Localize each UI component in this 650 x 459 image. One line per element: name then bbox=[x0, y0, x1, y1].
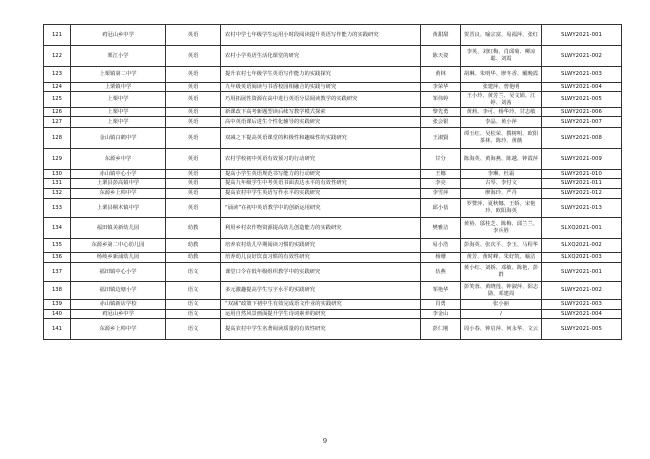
subject: 英语 bbox=[166, 149, 221, 170]
row-number: 122 bbox=[44, 46, 71, 67]
subject: 英语 bbox=[166, 199, 221, 218]
table-row bbox=[44, 117, 622, 128]
project-leader: 肖勇 bbox=[421, 300, 461, 310]
table-row bbox=[44, 128, 622, 149]
project-leader: 杨珊 bbox=[421, 253, 461, 263]
table-row bbox=[44, 149, 622, 170]
table-row bbox=[44, 179, 622, 189]
school-name: 上栗中学 bbox=[71, 117, 166, 128]
school-name: 上栗县桐木镇中学 bbox=[71, 199, 166, 218]
project-title: 运用自然风景画面提升学生诗词素养的研究 bbox=[221, 310, 421, 319]
project-code: SLWY2021-004 bbox=[542, 83, 622, 92]
project-members: 廖海玲、严丹 bbox=[461, 189, 542, 199]
project-title: 多元激趣提高学生写字水平的实践研究 bbox=[221, 282, 421, 300]
row-number: 135 bbox=[44, 239, 71, 253]
project-members: 谭玉红、吴松荣、撰树明、欧阳茶林、陈玲、黄薇 bbox=[461, 128, 542, 149]
school-name: 福田镇中心小学 bbox=[71, 263, 166, 282]
project-members: 胡琳、朱明华、廖冬香、戴晚霞 bbox=[461, 67, 542, 83]
project-members: 张小丽 bbox=[461, 300, 542, 310]
project-leader: 王娜 bbox=[421, 170, 461, 179]
project-code: SLWY2021-013 bbox=[542, 199, 622, 218]
project-title: 培养农村幼儿早期阅读习惯的实践研究 bbox=[221, 239, 421, 253]
project-members: 古琴、李付文 bbox=[461, 179, 542, 189]
project-members: 李英、刘红梅、肖邱菊、柳凉聪、刘霞 bbox=[461, 46, 542, 67]
project-leader: 黎先勇 bbox=[421, 108, 461, 117]
project-title: 提升农村七年级学生英语写作能力的实践探究 bbox=[221, 67, 421, 83]
subject: 幼教 bbox=[166, 218, 221, 239]
row-number: 138 bbox=[44, 282, 71, 300]
project-code: SLWY2021-004 bbox=[542, 310, 622, 319]
table-row bbox=[44, 189, 622, 199]
project-title: 新课改下高考新题型读后续写教学模式探索 bbox=[221, 108, 421, 117]
project-table bbox=[43, 24, 622, 340]
project-leader: 邹伟婷 bbox=[421, 92, 461, 108]
project-leader: 伍燕 bbox=[421, 263, 461, 282]
subject: 语文 bbox=[166, 319, 221, 340]
project-leader: 邱小蓓 bbox=[421, 199, 461, 218]
school-name: 上栗县彭高镇中学 bbox=[71, 179, 166, 189]
project-title: 提高小学生英语规范书写能力的行动研究 bbox=[221, 170, 421, 179]
subject: 幼教 bbox=[166, 253, 221, 263]
subject: 语文 bbox=[166, 282, 221, 300]
project-title: 提高农村中学生名著阅读质量的有效性研究 bbox=[221, 319, 421, 340]
row-number: 129 bbox=[44, 149, 71, 170]
school-name: 鸡冠山乡中学 bbox=[71, 25, 166, 46]
table-row bbox=[44, 67, 622, 83]
school-name: 赤山镇新店学校 bbox=[71, 300, 166, 310]
subject: 英语 bbox=[166, 189, 221, 199]
project-leader: 邹艳华 bbox=[421, 282, 461, 300]
project-code: SLWY2021-007 bbox=[542, 117, 622, 128]
project-code: SLWY2021-005 bbox=[542, 92, 622, 108]
project-members: 贺晋良、喻宗富、易福萍、张红 bbox=[461, 25, 542, 46]
school-name: 赤山镇中心小学 bbox=[71, 170, 166, 179]
project-members: 陈海英、黄海燕、陈越、钟霞萍 bbox=[461, 149, 542, 170]
row-number: 127 bbox=[44, 117, 71, 128]
project-leader: 黄林 bbox=[421, 67, 461, 83]
project-code: SLXQ2021-003 bbox=[542, 253, 622, 263]
project-code: SLWY2021-012 bbox=[542, 189, 622, 199]
project-code: SLWY2021-010 bbox=[542, 170, 622, 179]
table-row bbox=[44, 92, 622, 108]
project-title: 九年级英语阅读与书香校园相融合的实践与研究 bbox=[221, 83, 421, 92]
project-code: SLXQ2021-002 bbox=[542, 239, 622, 253]
project-leader: 李金山 bbox=[421, 310, 461, 319]
project-title: 利用乡村农作物资源提高幼儿创造能力的实践研究 bbox=[221, 218, 421, 239]
page-number: 9 bbox=[322, 437, 328, 445]
row-number: 137 bbox=[44, 263, 71, 282]
subject: 英语 bbox=[166, 46, 221, 67]
subject: 英语 bbox=[166, 117, 221, 128]
project-title: 农村小学英语生活化课堂的研究 bbox=[221, 46, 421, 67]
school-name: 鸡冠山乡中学 bbox=[71, 310, 166, 319]
project-code: SLWY2021-003 bbox=[542, 300, 622, 310]
table-row bbox=[44, 108, 622, 117]
project-leader: 张会银 bbox=[421, 117, 461, 128]
project-title: 培养幼儿良好饮食习惯的有效性研究 bbox=[221, 253, 421, 263]
row-number: 131 bbox=[44, 179, 71, 189]
table-row bbox=[44, 282, 622, 300]
row-number: 133 bbox=[44, 199, 71, 218]
project-members: 王小玲、黄芳兰、吴文娟、江婷、刘茜 bbox=[461, 92, 542, 108]
table-row bbox=[44, 170, 622, 179]
project-leader: 黄甜甜 bbox=[421, 25, 461, 46]
project-title: 农村中学七年级学生运用小时段阅读提升英语写作能力的实践研究 bbox=[221, 25, 421, 46]
project-title: 提高九年级学生中考英语书面表达水平的有效性研究 bbox=[221, 179, 421, 189]
project-members: 罗赞萍、夏秋娜、王娇、宋艳玲、欧阳海英 bbox=[461, 199, 542, 218]
subject: 幼教 bbox=[166, 239, 221, 253]
table-row bbox=[44, 319, 622, 340]
project-code: SLWY2021-006 bbox=[542, 108, 622, 117]
project-code: SLWY2021-001 bbox=[542, 25, 622, 46]
project-leader: 王淑賢 bbox=[421, 128, 461, 149]
project-leader: 李亮 bbox=[421, 179, 461, 189]
row-number: 139 bbox=[44, 300, 71, 310]
row-number: 130 bbox=[44, 170, 71, 179]
project-title: 高中英语课后进生个性化辅导的实践研究 bbox=[221, 117, 421, 128]
project-members: 张建萍、曾艳明 bbox=[461, 83, 542, 92]
row-number: 121 bbox=[44, 25, 71, 46]
table-row bbox=[44, 310, 622, 319]
project-members: 黄芳、黄时峰、朱好筑、喻洁 bbox=[461, 253, 542, 263]
school-name: 东源乡第二中心幼儿园 bbox=[71, 239, 166, 253]
project-leader: 李荣华 bbox=[421, 83, 461, 92]
subject: 语文 bbox=[166, 263, 221, 282]
school-name: 东源乡中学 bbox=[71, 149, 166, 170]
table-row bbox=[44, 300, 622, 310]
subject: 英语 bbox=[166, 67, 221, 83]
table-row bbox=[44, 199, 622, 218]
project-members: 黄小红、刘娇、邓敏、陈艳、彭群 bbox=[461, 263, 542, 282]
project-code: SLWY2021-009 bbox=[542, 149, 622, 170]
table-row bbox=[44, 46, 622, 67]
project-code: SLXQ2021-001 bbox=[542, 218, 622, 239]
project-code: SLWY2021-005 bbox=[542, 319, 622, 340]
school-name: 福田镇边塘小学 bbox=[71, 282, 166, 300]
row-number: 125 bbox=[44, 92, 71, 108]
project-title: 农村学校初中英语有效预习的行动研究 bbox=[221, 149, 421, 170]
subject: 英语 bbox=[166, 128, 221, 149]
row-number: 123 bbox=[44, 67, 71, 83]
project-leader: 彭仁刚 bbox=[421, 319, 461, 340]
row-number: 141 bbox=[44, 319, 71, 340]
project-leader: 易小浩 bbox=[421, 239, 461, 253]
school-name: 栗江小学 bbox=[71, 46, 166, 67]
project-members: 李晶、黄小萍 bbox=[461, 117, 542, 128]
project-title: 双减之下提高英语课堂的积极性和趣味性的实践研究 bbox=[221, 128, 421, 149]
table-row bbox=[44, 263, 622, 282]
subject: 英语 bbox=[166, 83, 221, 92]
project-members: 彭海英、张次平、李玉、马程华 bbox=[461, 239, 542, 253]
table-row bbox=[44, 253, 622, 263]
project-members: / bbox=[461, 310, 542, 319]
school-name: 东源乡上埠中学 bbox=[71, 189, 166, 199]
table-row bbox=[44, 239, 622, 253]
school-name: 上栗镇中学 bbox=[71, 83, 166, 92]
project-leader: 樊雅洁 bbox=[421, 218, 461, 239]
project-code: SLWY2021-002 bbox=[542, 282, 622, 300]
school-name: 上栗中学 bbox=[71, 92, 166, 108]
project-title: “双减”政策下初中生有效完成语文作业的实践研究 bbox=[221, 300, 421, 310]
project-members: 黄裕、邬桂芝、陈梅、邱兰兰、李兵胜 bbox=[461, 218, 542, 239]
row-number: 126 bbox=[44, 108, 71, 117]
project-leader: 陈天姿 bbox=[421, 46, 461, 67]
project-code: SLWY2021-011 bbox=[542, 179, 622, 189]
row-number: 134 bbox=[44, 218, 71, 239]
project-code: SLWY2021-003 bbox=[542, 67, 622, 83]
subject: 语文 bbox=[166, 300, 221, 310]
subject: 英语 bbox=[166, 179, 221, 189]
row-number: 128 bbox=[44, 128, 71, 149]
row-number: 132 bbox=[44, 189, 71, 199]
project-members: 周小春、钟启萍、何永华、文云 bbox=[461, 319, 542, 340]
project-leader: 李雪萍 bbox=[421, 189, 461, 199]
school-name: 金山镇白鹤中学 bbox=[71, 128, 166, 149]
project-code: SLWY2021-008 bbox=[542, 128, 622, 149]
project-title: 课堂口令在低年级组织教学中的实践研究 bbox=[221, 263, 421, 282]
project-members: 彭笑蓉、黄晓莲、钟淑萍、阳志勋、邓建周 bbox=[461, 282, 542, 300]
school-name: 东源乡上埠中学 bbox=[71, 319, 166, 340]
project-leader: 甘分 bbox=[421, 149, 461, 170]
school-name: 杨岐乡新浦幼儿园 bbox=[71, 253, 166, 263]
school-name: 福田镇美新幼儿园 bbox=[71, 218, 166, 239]
project-code: SLWY2021-001 bbox=[542, 263, 622, 282]
project-title: “诵读”在初中英语教学中的创新运用研究 bbox=[221, 199, 421, 218]
table-row bbox=[44, 83, 622, 92]
subject: 语文 bbox=[166, 310, 221, 319]
table-row bbox=[44, 218, 622, 239]
subject: 英语 bbox=[166, 25, 221, 46]
table-row bbox=[44, 25, 622, 46]
row-number: 124 bbox=[44, 83, 71, 92]
subject: 英语 bbox=[166, 92, 221, 108]
school-name: 上栗中学 bbox=[71, 108, 166, 117]
row-number: 140 bbox=[44, 310, 71, 319]
project-members: 李琳、杜霜 bbox=[461, 170, 542, 179]
school-name: 上栗镇第二中学 bbox=[71, 67, 166, 83]
row-number: 136 bbox=[44, 253, 71, 263]
subject: 英语 bbox=[166, 170, 221, 179]
project-title: 巧用拓展性资源在高中进行英语分层阅读教学的实践研究 bbox=[221, 92, 421, 108]
project-code: SLWY2021-002 bbox=[542, 46, 622, 67]
project-members: 黄莉、李可、杨华玲、甘志敏 bbox=[461, 108, 542, 117]
subject: 英语 bbox=[166, 108, 221, 117]
project-title: 提高农村中学生英语写作水平的实践研究 bbox=[221, 189, 421, 199]
